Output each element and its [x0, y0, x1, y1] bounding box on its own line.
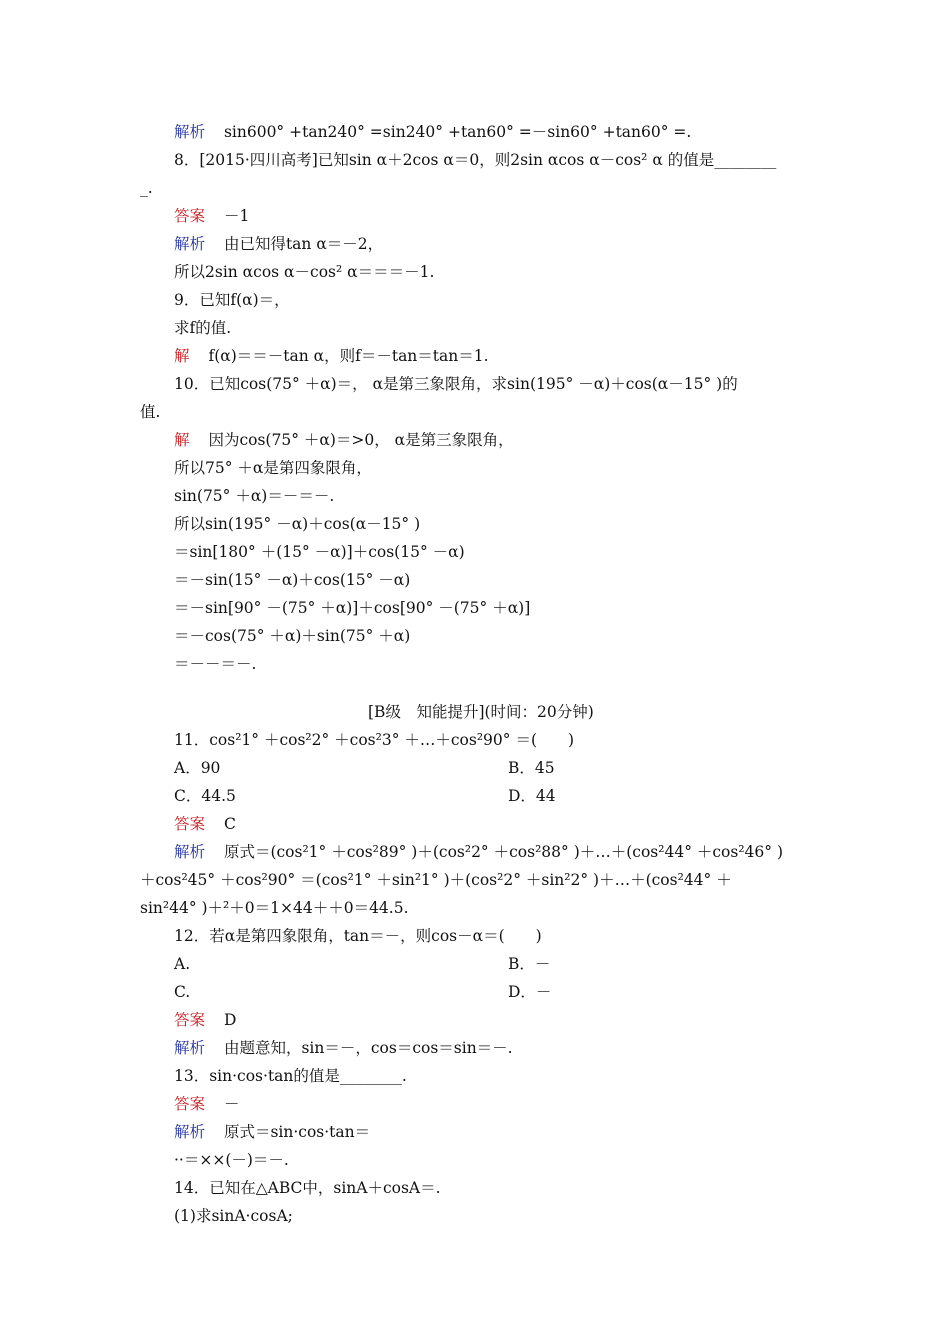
answer-value: D — [223, 1011, 237, 1029]
solution-10-line8: ＝－cos(75° ＋α)＋sin(75° ＋α) — [174, 627, 411, 645]
solution-9 — [174, 346, 489, 366]
section-heading: [B级 知能提升](时间：20分钟) — [368, 703, 594, 721]
question-10: 10．已知cos(75° ＋α)＝， α是第三象限角，求sin(195° －α)＋cos(α－15° )的 — [174, 375, 738, 393]
question-9: 9．已知f(α)＝， — [174, 291, 290, 309]
analysis-tag: 解析 — [174, 843, 206, 861]
question-9-line2: 求f的值. — [174, 319, 232, 337]
analysis-tag: 解析 — [174, 123, 206, 141]
option-b: B．45 — [508, 759, 555, 777]
answer-value: C — [223, 815, 236, 833]
solution-tag: 解 — [174, 431, 190, 449]
answer-11 — [174, 814, 236, 834]
analysis-tag: 解析 — [174, 235, 206, 253]
answer-8 — [174, 206, 249, 226]
answer-tag: 答案 — [174, 1095, 206, 1113]
question-8-blank: _. — [140, 179, 153, 197]
question-12: 12．若α是第四象限角，tan＝－，则cos－α＝( ) — [174, 927, 542, 945]
option-b: B．－ — [508, 955, 551, 973]
question-8: 8．[2015·四川高考]已知sin α＋2cos α＝0，则2sin αcos α－cos² α 的值是________ — [174, 151, 777, 169]
analysis-11-line3: sin²44° )＋²＋0＝1×44＋＋0＝44.5. — [140, 899, 409, 917]
analysis-8-line2: 所以2sin αcos α－cos² α＝＝＝－1. — [174, 263, 435, 281]
answer-tag: 答案 — [174, 207, 206, 225]
text: 原式＝(cos²1° ＋cos²89° )＋(cos²2° ＋cos²88° )＋…＋(cos²44° ＋cos²46° ) — [223, 843, 783, 861]
analysis-13-line2: ··＝××(－)＝－. — [174, 1151, 289, 1169]
line-1 — [174, 122, 691, 142]
option-a: A．90 — [174, 759, 221, 777]
analysis-tag: 解析 — [174, 1039, 206, 1057]
text: 原式＝sin·cos·tan＝ — [223, 1123, 371, 1141]
question-10-line2: 值. — [140, 403, 161, 421]
solution-10-line6: ＝－sin(15° －α)＋cos(15° －α) — [174, 571, 411, 589]
solution-10-line3: sin(75° ＋α)＝－＝－. — [174, 487, 335, 505]
answer-12 — [174, 1010, 236, 1030]
question-11: 11．cos²1° ＋cos²2° ＋cos²3° ＋…＋cos²90° ＝( ) — [174, 731, 575, 749]
answer-value: － — [223, 1095, 240, 1113]
text: 因为cos(75° ＋α)＝>0， α是第三象限角， — [208, 431, 514, 449]
text: f(α)＝＝－tan α，则f＝－tan＝tan＝1. — [208, 347, 489, 365]
option-c: C. — [174, 983, 191, 1001]
analysis-11 — [174, 842, 783, 862]
solution-10 — [174, 430, 514, 450]
text: 由已知得tan α＝－2， — [223, 235, 384, 253]
solution-tag: 解 — [174, 347, 190, 365]
option-d: D．44 — [508, 787, 556, 805]
answer-tag: 答案 — [174, 1011, 206, 1029]
solution-10-line7: ＝－sin[90° －(75° ＋α)]＋cos[90° －(75° ＋α)] — [174, 599, 531, 617]
question-14: 14．已知在△ABC中，sinA＋cosA＝. — [174, 1179, 441, 1197]
analysis-11-line2: ＋cos²45° ＋cos²90° ＝(cos²1° ＋sin²1° )＋(cos²2° ＋sin²2° )＋…＋(cos²44° ＋ — [140, 871, 732, 889]
analysis-8 — [174, 234, 383, 254]
text: 由题意知，sin＝－，cos＝cos＝sin＝－. — [223, 1039, 513, 1057]
analysis-13 — [174, 1122, 370, 1142]
solution-10-line9: ＝－－＝－. — [174, 655, 257, 673]
solution-10-line5: ＝sin[180° ＋(15° －α)]＋cos(15° －α) — [174, 543, 465, 561]
analysis-12 — [174, 1038, 513, 1058]
option-c: C．44.5 — [174, 787, 236, 805]
answer-tag: 答案 — [174, 815, 206, 833]
text: sin600° +tan240° =sin240° +tan60° =－sin60° +tan60° =. — [223, 123, 692, 141]
option-a: A. — [174, 955, 191, 973]
question-13: 13．sin·cos·tan的值是________. — [174, 1067, 407, 1085]
answer-13 — [174, 1094, 239, 1114]
answer-value: －1 — [223, 207, 250, 225]
solution-10-line2: 所以75° ＋α是第四象限角， — [174, 459, 372, 477]
solution-10-line4: 所以sin(195° －α)＋cos(α－15° ) — [174, 515, 421, 533]
question-14-part1: (1)求sinA·cosA; — [174, 1207, 293, 1225]
analysis-tag: 解析 — [174, 1123, 206, 1141]
option-d: D．－ — [508, 983, 552, 1001]
